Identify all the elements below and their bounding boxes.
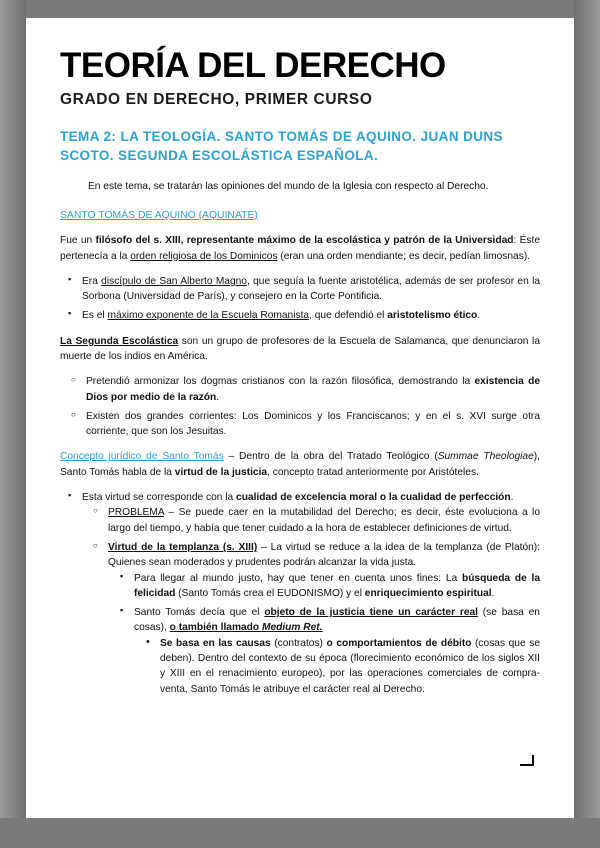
list-item-text: existencia de Dios por medio de la razón [86, 376, 540, 403]
list-item-text: , que seguía la fuente aristotélica, además de ser profesor en la Sorbona (Universidad de París), y consejero en la Corte Pontificia. [82, 275, 540, 303]
paragraph-1-part-3: : Éste pertenecía a la [60, 235, 540, 262]
paragraph-3-part-6: , concepto tratad anteriormente por Aristóteles. [267, 466, 479, 478]
list-item-text: – Se puede caer en la mutabilidad del Derecho; es decir, éste evoluciona a lo largo del tiempo, y había que tener cuidado a la hora de establecer definiciones de virtud. [108, 507, 540, 534]
list-item-text: Para llegar al mundo justo, hay que tener en cuenta unos fines: La [134, 572, 462, 584]
list-item-text: objeto de la justicia tiene un carácter real [264, 607, 478, 619]
page-margin-left [0, 0, 26, 848]
list-item-text: Existen dos grandes corrientes: Los Dominicos y los Franciscanos; y en el s. XVI surge otra corriente, que son los Jesuitas. [86, 410, 540, 438]
list-item-text: Virtud de la templanza (s. XIII) [108, 541, 258, 553]
bullet-list-3 [60, 490, 540, 697]
list-item-text: – La virtud se reduce a la idea de la templanza (de Platón): Quienes sean moderados y prudentes podrán alcanzar la vida justa. [108, 541, 540, 569]
list-item [86, 409, 540, 440]
list-item-text: Es el [82, 310, 108, 322]
list-item [82, 490, 540, 697]
bullet-list-1 [60, 274, 540, 324]
list-item [108, 540, 540, 697]
list-item [134, 571, 540, 602]
page-title: TEORÍA DEL DERECHO [60, 46, 446, 85]
list-item-text: . [510, 492, 514, 504]
page-corner-mark [520, 754, 534, 766]
paragraph-2-part-1: La Segunda Escolástica [60, 335, 179, 347]
nested-bullet-list [134, 636, 540, 697]
list-item-text: (cosas que se deben). Dentro del contexto de su época (florecimiento económico de los siglos XII y XIII en el renacimiento europeo), por las operaciones comerciales de compra-venta, Santo Tomás le atribuye el carácter real al Derecho. [160, 637, 540, 695]
list-item-text: . [477, 310, 481, 322]
list-item-text: enriquecimiento espiritual [364, 587, 492, 599]
list-item [82, 308, 540, 323]
nested-bullet-list [108, 571, 540, 697]
list-item-text: búsqueda de la felicidad [134, 572, 540, 599]
list-item-text: discípulo de San Alberto Magno [101, 275, 247, 287]
list-item-text: . [216, 391, 220, 403]
page-margin-bottom [0, 818, 600, 848]
page-margin-top [0, 0, 600, 18]
list-item-text: o también llamado [169, 622, 262, 634]
paragraph-3 [60, 449, 540, 480]
section-heading: SANTO TOMÁS DE AQUINO (AQUINATE) [60, 209, 258, 221]
paragraph-3-part-5: virtud de la justicia [174, 466, 268, 478]
intro-paragraph: En este tema, se tratarán las opiniones del mundo de la Iglesia con respecto al Derecho. [88, 180, 489, 192]
paragraph-1 [60, 233, 540, 264]
paragraph-1-part-2: filósofo del s. XIII, representante máximo de la escolástica y patrón de la Universidad [95, 235, 514, 247]
list-item-text: cualidad de excelencia moral o la cualidad de perfección [236, 492, 511, 504]
list-item [82, 274, 540, 305]
list-item-text: (se basa en cosas), [134, 607, 540, 634]
list-item-text: aristotelismo ético [387, 310, 478, 322]
topic-heading: TEMA 2: LA TEOLOGÍA. SANTO TOMÁS DE AQUINO. JUAN DUNS SCOTO. SEGUNDA ESCOLÁSTICA ESPAÑOLA. [60, 128, 503, 164]
paragraph-3-part-3: Summae Theologiae [437, 451, 534, 463]
list-item-text: máximo exponente de la Escuela Romanista [107, 310, 310, 322]
list-item-text: . [491, 587, 495, 599]
list-item [86, 374, 540, 405]
paragraph-2 [60, 334, 540, 365]
paragraph-1-part-1: Fue un [60, 235, 96, 247]
list-item-text: (contratos) [270, 637, 327, 649]
paragraph-3-part-1: Concepto jurídico de Santo Tomás [60, 451, 224, 463]
list-item-text: Se basa en las causas [160, 637, 271, 649]
paragraph-3-part-4: ), Santo Tomás habla de la [60, 451, 540, 478]
list-item [134, 605, 540, 697]
list-item-text: (Santo Tomás crea el EUDONISMO) y el [175, 587, 365, 599]
paragraph-1-part-5: (eran una orden mendiante; es decir, pedían limosnas). [277, 250, 531, 262]
document-sheet [26, 18, 574, 818]
page-margin-right [574, 0, 600, 848]
list-item-text: , que defendió el [309, 310, 388, 322]
list-item-text: Pretendió armonizar los dogmas cristianos con la razón filosófica, demostrando la [86, 376, 475, 388]
list-item [160, 636, 540, 697]
paragraph-1-part-4: orden religiosa de los Dominicos [130, 250, 278, 262]
list-item-text: o comportamientos de débito [326, 637, 472, 649]
paragraph-2-part-2: son un grupo de profesores de la Escuela de Salamanca, que denunciaron la muerte de los indios en América. [60, 335, 540, 362]
list-item-text: Era [82, 275, 102, 287]
nested-bullet-list [82, 505, 540, 697]
list-item [108, 505, 540, 536]
page-subtitle: GRADO EN DERECHO, PRIMER CURSO [60, 90, 373, 108]
list-item-text: Santo Tomás decía que el [134, 607, 265, 619]
bullet-list-2 [60, 374, 540, 439]
list-item-text: PROBLEMA [108, 507, 165, 519]
list-item-text: Medium Ret. [261, 622, 323, 634]
paragraph-3-part-2: – Dentro de la obra del Tratado Teológico ( [223, 451, 438, 463]
list-item-text: Esta virtud se corresponde con la [82, 492, 237, 504]
